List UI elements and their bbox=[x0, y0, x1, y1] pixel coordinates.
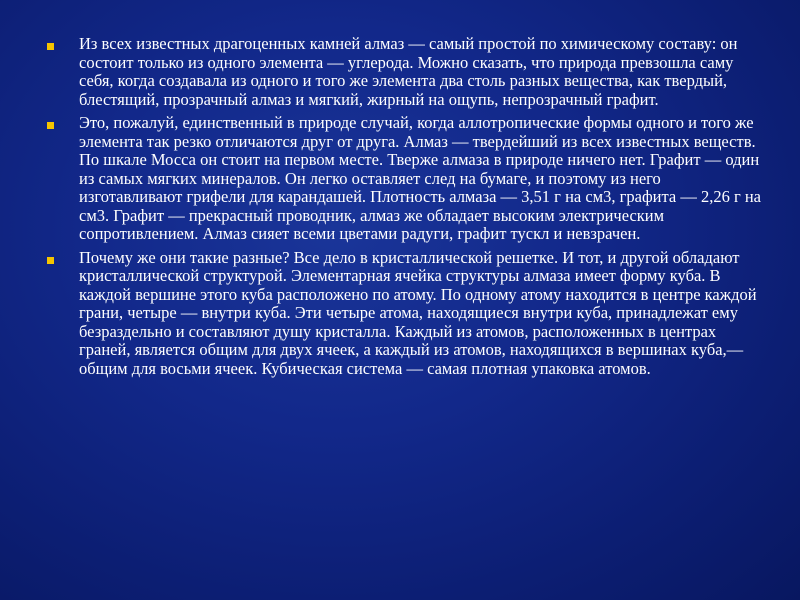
square-bullet-icon bbox=[47, 43, 54, 50]
bullet-item bbox=[44, 35, 764, 109]
bullet-item bbox=[44, 114, 764, 244]
bullet-text: Почему же они такие разные? Все дело в кристаллической решетке. И тот, и другой обладают кристаллической структурой. Элементарная ячейка структуры алмаза имеет форму куба. В каждой вершине этого куба расположено по атому. По одному атому находится в центре каждой грани, четыре — внутри куба. Эти четыре атома, находящиеся внутри куба, принадлежат ему безраздельно и составляют душу кристалла. Каждый из атомов, расположенных в центрах граней, является общим для двух ячеек, а каждый из атомов, находящихся в вершинах куба,— общим для восьми ячеек. Кубическая система — самая плотная упаковка атомов. bbox=[79, 247, 757, 378]
square-bullet-icon bbox=[47, 257, 54, 264]
square-bullet-icon bbox=[47, 122, 54, 129]
slide-content bbox=[44, 35, 764, 383]
bullet-text: Из всех известных драгоценных камней алмаз — самый простой по химическому составу: он состоит только из одного элемента — углерода. Можно сказать, что природа превзошла саму себя, когда создавала из одного и того же элемента два столь разных вещества, как твердый, блестящий, прозрачный алмаз и мягкий, жирный на ощупь, непрозрачный графит. bbox=[79, 34, 738, 109]
bullet-text: Это, пожалуй, единственный в природе случай, когда аллотропические формы одного и того же элемента так резко отличаются друг от друга. Алмаз — твердейший из всех известных веществ. По шкале Мосса он стоит на первом месте. Тверже алмаза в природе ничего нет. Графит — один из самых мягких минералов. Он легко оставляет след на бумаге, и поэтому из него изготавливают грифели для карандашей. Плотность алмаза — 3,51 г на см3, графита — 2,26 г на см3. Графит — прекрасный проводник, алмаз же обладает высоким электрическим сопротивлением. Алмаз сияет всеми цветами радуги, графит тускл и невзрачен. bbox=[79, 113, 762, 243]
bullet-item bbox=[44, 249, 764, 379]
bullet-list bbox=[44, 35, 764, 378]
